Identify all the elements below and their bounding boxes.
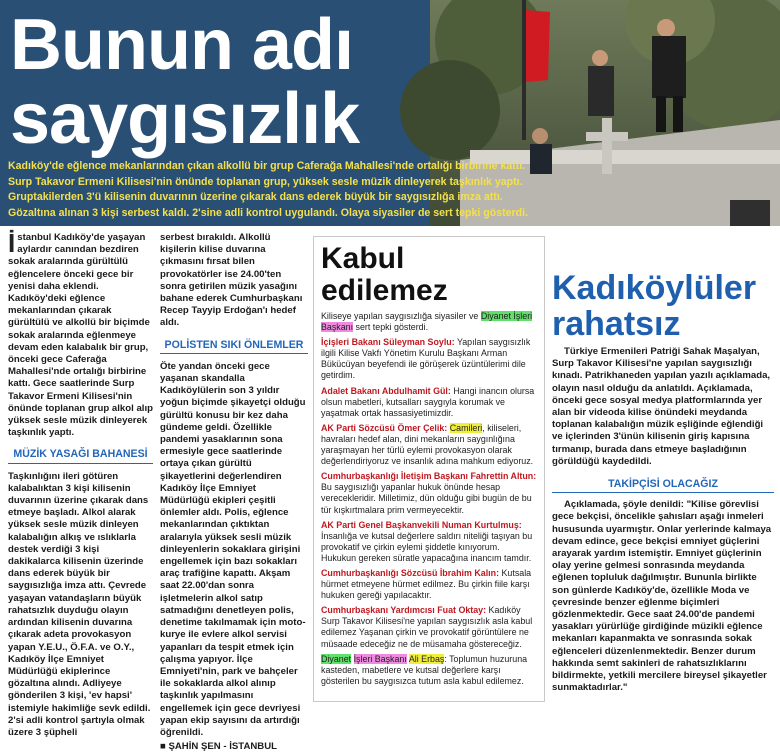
- right-headline-line2: rahatsız: [552, 305, 681, 343]
- reaction-item: [321, 568, 537, 601]
- reaction-item: [321, 520, 537, 564]
- col1-subhead: MÜZİK YASAĞI BAHANESİ: [8, 448, 153, 463]
- lead-paragraph: [8, 159, 768, 221]
- top-banner: [0, 0, 780, 226]
- reaction-speaker: Adalet Bakanı Abdulhamit Gül:: [321, 385, 451, 396]
- col1-intro: [8, 228, 153, 439]
- lead-line: Gruptakilerden 3'ü kilisenin duvarının üzerine çıkarak dans ederek büyük bir saygısızlığa imza attı.: [8, 191, 503, 203]
- right-intro: Türkiye Ermenileri Patriği Sahak Maşalyan, Surp Takavor Kilisesi'ne yapılan saygısızlığı kınadı. Patrikhaneden yapılan yazılı açıklamada, olayın nasıl olduğu da anlatıldı. Açıklamada, önceki gece sosyal medya platformlarında yer alan bir videoda kilise önündeki meydanda toplanan kalabalığın müzik eşliğinde eğlendiği ve içlerinden 3'ünün kilisenin giriş kapısına tırmanıp, burada dans etmeye başladığının görüldüğü kaydedildi.: [552, 346, 771, 467]
- reactions-intro-a: Kiliseye yapılan saygısızlığa siyasiler ve: [321, 311, 481, 321]
- highlight-baskani: Başkanı: [321, 322, 354, 333]
- reaction-speaker: AK Parti Sözcüsü Ömer Çelik:: [321, 422, 448, 433]
- headline-line1: Bunun adı: [10, 5, 353, 85]
- lead-line: Kadıköy'de eğlence mekanlarından çıkan alkollü bir grup Caferağa Mahallesi'nde ortalığı birbirine kattı.: [8, 160, 526, 172]
- reaction-item: [321, 337, 537, 381]
- reaction-item-last: [321, 654, 537, 687]
- right-article: [552, 270, 774, 694]
- dropcap: İ: [8, 228, 16, 258]
- reaction-text: : Toplumun huzuruna kasteden, mabetlere ve kutsal değerlere karşı gösterilen bu saygısızca tutum asla kabul edilemez.: [321, 653, 528, 686]
- right-headline: [552, 270, 774, 342]
- reactions-list: [321, 337, 537, 687]
- reaction-text: Bu saygısızlığı yapanlar hukuk önünde hesap verecekleridir. Milletimiz, dün olduğu gibi bugün de bu tür kışkırtmalara prim vermeyecektir.: [321, 482, 532, 515]
- reaction-text: Kutsala hürmet etmeyene hürmet edilmez. Bu çirkin fiile karşı hukuken gereği yapılacaktır.: [321, 567, 532, 601]
- reaction-text: Hangi inancın olursa olsun mabetleri, kutsalları saygıyla korumak ve yaşatmak ortak hassasiyetimizdir.: [321, 385, 535, 418]
- lead-line: Gözaltına alınan 3 kişi serbest kaldı. 2'sine adli kontrol uygulandı. Olaya siyasiler de sert tepki gösterdi.: [8, 206, 529, 219]
- reaction-speaker: Cumhurbaşkanlığı Sözcüsü İbrahim Kalın:: [321, 567, 500, 578]
- reaction-speaker: Cumhurbaşkanı Yardımcısı Fuat Oktay:: [321, 605, 487, 616]
- right-body: [552, 346, 774, 694]
- article-column-1: [8, 228, 153, 739]
- col1-body: Taşkınlığını ileri götüren kalabalıktan 3 kişi kilisenin duvarının üzerine çıkarak dans etmeye başladı. Alkol alarak yüksek sesle müzik dinleyen kalabalığın alkış ve ıslıklarla destek verdiği 3 kişi dakikalarca kilisenin üzerinde dans ederek büyük bir saygısızlığa imza attı. Çevrede yaşayan vatandaşların büyük rahatsızlık duyduğu olayın ardından kilisenin duvarına çıkarak adeta provokasyon yapan Y.E.U., Ö.F.A. ve O.Y., Kadıköy İlçe Emniyet Müdürlüğü ekiplerince gözaltına alındı. Adliyeye gönderilen 3 kişi, 'ev hapsi' istemiyle hakimliğe sevk edildi. 2'si adli kontrol şartıyla olmak üzere 3 şüpheli: [8, 470, 151, 738]
- col2-intro: serbest bırakıldı. Alkollü kişilerin kilise duvarına çıkmasını fırsat bilen provokatörler ise 24.00'ten sonra getirilen müzik yasağını bahane ederek Cumhurbaşkanı Recep Tayyip Erdoğan'ı hedef aldı.: [160, 232, 303, 329]
- highlight-ali-erbas: Ali Erbaş: [408, 653, 445, 664]
- col2-subhead: POLİSTEN SIKI ÖNLEMLER: [160, 339, 308, 354]
- headline: [10, 5, 450, 159]
- lead-line: Surp Takavor Ermeni Kilisesi'nin önünde toplanan grup, yüksek sesle müzik dinleyerek taşkınlık yaptı.: [8, 175, 523, 188]
- reactions-box: [313, 236, 545, 702]
- reaction-speaker: Cumhurbaşkanlığı İletişim Başkanı Fahrettin Altun:: [321, 471, 537, 482]
- reactions-intro-b: sert tepki gösterdi.: [353, 322, 429, 333]
- right-text: Açıklamada, şöyle denildi: "Kilise görevlisi gece bekçisi, öncelikle şahısları aşağı inmeleri hususunda uyarmıştır. Onlar yerlerinde kalmaya devam edince, gece bekçisi emniyet güçlerini arayarak yardım istemiştir. Emniyet güçlerinin olay yerine gelmesi sonrasında meydanda eğlenen topluluk dağılmıştır. Bununla birlikte son günlerde Kadıköy'de, özellikle Moda ve çevresinde benzer eğlenme biçimleri gözlenmektedir. Gece saat 24.00'de pandemi yasakları yürürlüğe girdiğinde müzikli eğlence mekanları kapanmakta ve sonrasında sokak eğlenceleri düzenlenmektedir. Benzer durum hakkında semt sakinleri de rahatsızlıklarını bildirmekte, yetkili mercilere bireysel şikayetler sunmaktadırlar.": [552, 499, 772, 694]
- col2-body: Öte yandan önceki gece yaşanan skandalla Kadıköylülerin son 3 yıldır yoğun biçimde şikayetçi olduğu gürültü konusu bir kez daha gündeme geldi. Özellikle pandemi yasaklarının sona ermesiyle gece saatlerinde ortaya çıkan gürültü şikayetlerini değerlendiren Kadıköy İlçe Emniyet Müdürlüğü ekipleri çeşitli önlemler aldı. Polis, eğlence mekanlarından çıktıktan aralarıyla yüksek sesli müzik dinleyenlerin sokaklara girişini engellemek için bazı sokakları araç trafiğine kapattı. Akşam saat 22.00'dan sonra işletmelerin alkol satıp satmadığını denetleyen polis, denetime takılmamak için moto-kurye ile evlere alkol servisi yapanları da tespit etmek için çalışma yapıyor. İlçe Emniyeti'nin, park ve bahçeler ile sokaklarda alkol alınıp taşkınlık yapılmasını engellemek için gece devriyesi yapan ekip sayısını da artırdığı öğrenildi.: [160, 360, 306, 738]
- reactions-title: Kabul edilemez: [321, 242, 448, 307]
- reaction-item: [321, 471, 537, 515]
- reaction-text: Kadıköy Surp Takavor Kilisesi'ne yapılan saygısızlık asla kabul edilemez Yaşanan çirkin ve provokatif görüntülere ne müsaade edeceğiz ne de müsamaha göstereceğiz.: [321, 605, 533, 649]
- highlight-diyanet-2: Diyanet: [321, 653, 352, 664]
- reaction-text: Yapılan saygısızlık ilgili Kilise Vakfı Yönetim Kurulu Başkanı Arman Bükücüyan beyefendi ile görüşerek üzüntülerimi dile getirdim.: [321, 337, 531, 381]
- right-headline-line1: Kadıköylüler: [552, 269, 757, 307]
- reaction-text: İnsanlığa ve kutsal değerlere saldırı niteliği taşıyan bu provokatif ve çirkin eylemi şiddetle kınıyorum. Hukukun gereken süratle yapacağına inancım tamdır.: [321, 530, 533, 563]
- highlight-diyanet: Diyanet İşleri: [480, 311, 533, 321]
- right-subhead: TAKİPÇİSİ OLACAĞIZ: [552, 478, 774, 493]
- article-column-2: [160, 232, 308, 753]
- highlight-camileri: Camileri: [449, 422, 483, 433]
- reaction-speaker: AK Parti Genel Başkanvekili Numan Kurtulmuş:: [321, 519, 522, 530]
- reaction-speaker: İçişleri Bakanı Süleyman Soylu:: [321, 337, 455, 348]
- col1-intro-text: stanbul Kadıköy'de yaşayan aylardır canından bezdiren sokak aralarında gürültülü eğlencelere önceki gece bir yenisi daha eklendi. Kadıköy'deki eğlence mekanlarından çıkarak gürültülü ve alkollü bir biçimde sokak aralarında eğlenmeye devam eden kalabalık bir grup, önceki gece Caferağa Mahallesi'nde ortalığı birbirine kattı. Gece saatlerinde Surp Takavor Ermeni Kilisesi'nin önünde toplanan grup alkol alıp yüksek sesle müzik dinleyerek taşkınlık yaptı.: [8, 232, 153, 439]
- highlight-isleri-baskani: İşleri Başkanı: [353, 653, 407, 664]
- byline: ■ ŞAHİN ŞEN - İSTANBUL: [160, 741, 278, 753]
- reaction-item: [321, 423, 537, 467]
- reaction-text-post: , kiliseleri, havraları hedef alan, dini mekanların saygınlığına yaraşmayan her türlü eylemi provokasyon olarak değerlendiriyoruz ve insanlık adına mahkum ediyoruz.: [321, 422, 534, 467]
- reactions-intro: [321, 311, 537, 333]
- reaction-item: [321, 386, 537, 419]
- reaction-item: [321, 605, 537, 649]
- headline-line2: saygısızlık: [10, 79, 360, 159]
